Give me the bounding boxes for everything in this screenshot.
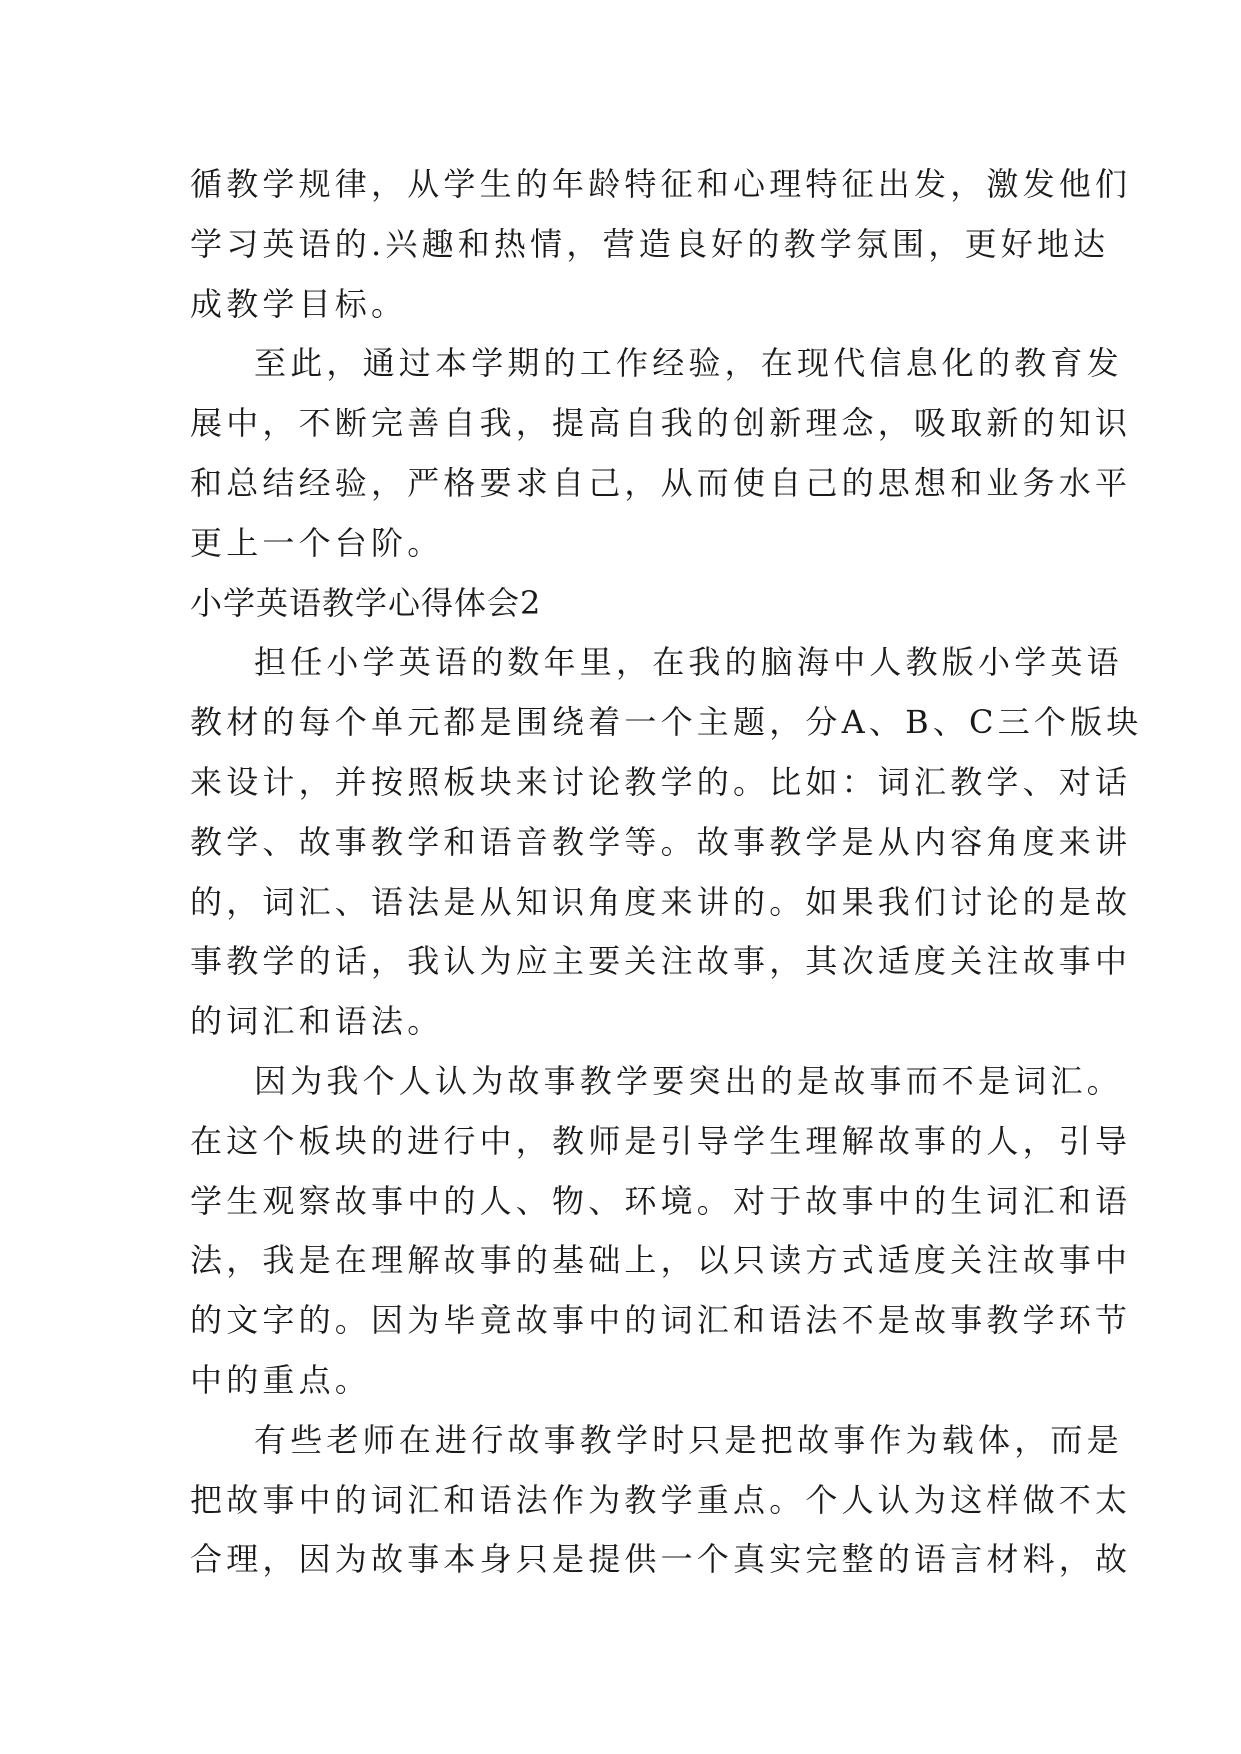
text-line: 教学、故事教学和语音教学等。故事教学是从内容角度来讲: [190, 822, 1132, 861]
text-line: 循教学规律，从学生的年龄特征和心理特征出发，激发他们: [190, 165, 1132, 203]
text-line: 的，词汇、语法是从知识角度来讲的。如果我们讨论的是故: [190, 882, 1132, 921]
paragraph-start-line: 因为我个人认为故事教学要突出的是故事而不是词汇。: [254, 1061, 1123, 1100]
text-line: 教材的每个单元都是围绕着一个主题，分A、B、C三个版块: [190, 703, 1143, 742]
text-line: 的文字的。因为毕竟故事中的词汇和语法不是故事教学环节: [190, 1301, 1132, 1340]
paragraph-start-line: 担任小学英语的数年里，在我的脑海中人教版小学英语: [254, 643, 1123, 682]
section-heading: 小学英语教学心得体会2: [190, 583, 542, 622]
text-line: 的词汇和语法。: [190, 1002, 444, 1041]
text-line: 学习英语的.兴趣和热情，营造良好的教学氛围，更好地达: [190, 224, 1110, 263]
text-line: 把故事中的词汇和语法作为教学重点。个人认为这样做不太: [190, 1480, 1132, 1519]
text-line: 成教学目标。: [190, 284, 408, 323]
text-line: 事教学的话，我认为应主要关注故事，其次适度关注故事中: [190, 942, 1132, 981]
paragraph-start-line: 至此，通过本学期的工作经验，在现代信息化的教育发: [254, 344, 1123, 383]
text-line: 学生观察故事中的人、物、环境。对于故事中的生词汇和语: [190, 1181, 1132, 1220]
text-line: 更上一个台阶。: [190, 523, 444, 562]
paragraph-start-line: 有些老师在进行故事教学时只是把故事作为载体，而是: [254, 1420, 1123, 1459]
text-line: 法，我是在理解故事的基础上，以只读方式适度关注故事中: [190, 1241, 1132, 1280]
text-line: 中的重点。: [190, 1360, 372, 1399]
text-line: 展中，不断完善自我，提高自我的创新理念，吸取新的知识: [190, 404, 1132, 443]
text-line: 来设计，并按照板块来讨论教学的。比如：词汇教学、对话: [190, 762, 1132, 801]
text-line: 和总结经验，严格要求自己，从而使自己的思想和业务水平: [190, 463, 1132, 502]
document-body: [190, 155, 1143, 1590]
text-line: 合理，因为故事本身只是提供一个真实完整的语言材料，故: [190, 1540, 1132, 1579]
text-line: 在这个板块的进行中，教师是引导学生理解故事的人，引导: [190, 1121, 1132, 1160]
